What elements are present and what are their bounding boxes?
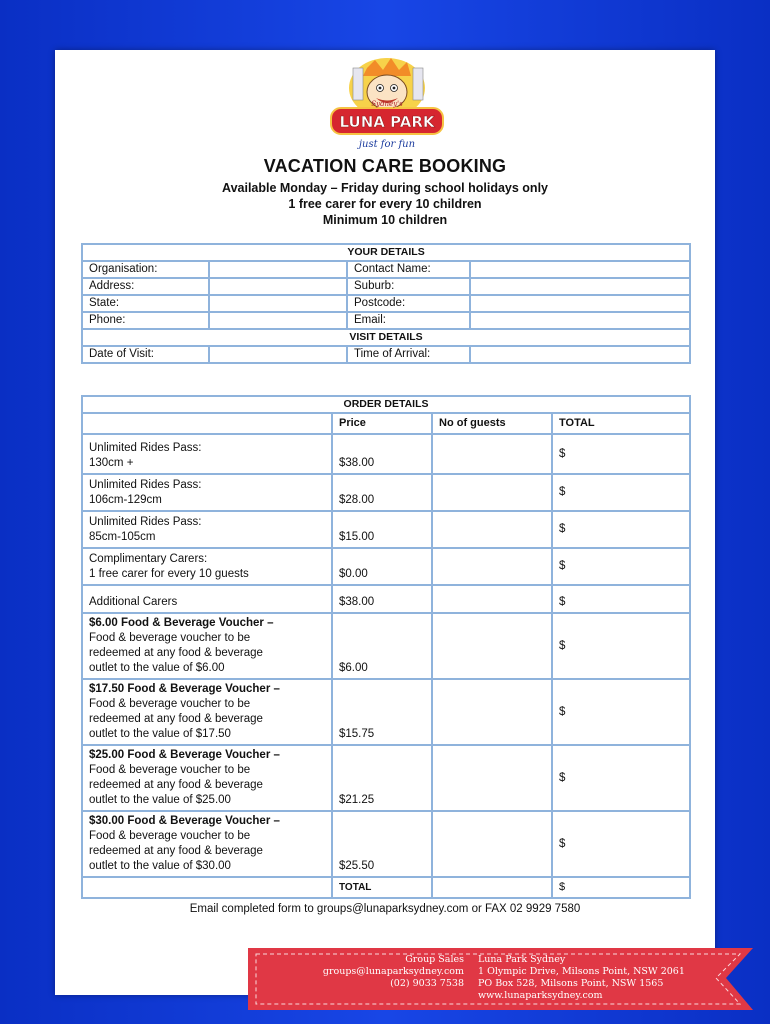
submission-instructions: Email completed form to groups@lunaparksydney.com or FAX 02 9929 7580 xyxy=(189,903,581,915)
phone-label: Phone: xyxy=(82,312,209,329)
guests-field[interactable] xyxy=(432,811,552,877)
address-label: Address: xyxy=(82,278,209,295)
table-row xyxy=(82,679,690,745)
state-field[interactable] xyxy=(209,295,347,312)
time-of-arrival-label: Time of Arrival: xyxy=(347,346,470,363)
guests-field[interactable] xyxy=(432,679,552,745)
voucher-description: $30.00 Food & Beverage Voucher – Food & beverage voucher to be redeemed at any food & beverage outlet to the value of $30.00 xyxy=(82,811,332,877)
table-row xyxy=(82,745,690,811)
organisation-field[interactable] xyxy=(209,261,347,278)
row-total-field[interactable]: $ xyxy=(552,679,690,745)
address-field[interactable] xyxy=(209,278,347,295)
item-price: $25.50 xyxy=(332,811,432,877)
your-details-table xyxy=(81,243,691,364)
time-of-arrival-field[interactable] xyxy=(470,346,690,363)
voucher-description: $17.50 Food & Beverage Voucher – Food & beverage voucher to be redeemed at any food & beverage outlet to the value of $17.50 xyxy=(82,679,332,745)
organisation-label: Organisation: xyxy=(82,261,209,278)
luna-park-logo xyxy=(317,58,457,153)
item-description: Unlimited Rides Pass: 106cm-129cm xyxy=(82,474,332,511)
contact-ribbon xyxy=(248,948,758,1012)
item-description: Complimentary Carers: 1 free carer for every 10 guests xyxy=(82,548,332,585)
item-price: $21.25 xyxy=(332,745,432,811)
table-row xyxy=(82,613,690,679)
minimum-children-subtitle: Minimum 10 children xyxy=(322,213,448,227)
guests-field[interactable] xyxy=(432,745,552,811)
date-of-visit-label: Date of Visit: xyxy=(82,346,209,363)
guests-field[interactable] xyxy=(432,511,552,548)
row-total-field[interactable]: $ xyxy=(552,434,690,474)
grand-total-label: TOTAL xyxy=(332,877,432,898)
email-field[interactable] xyxy=(470,312,690,329)
svg-text:just for fun: just for fun xyxy=(358,139,416,150)
table-row xyxy=(82,434,690,474)
item-description: Additional Carers xyxy=(82,585,332,613)
grand-total-field[interactable]: $ xyxy=(552,877,690,898)
row-total-field[interactable]: $ xyxy=(552,474,690,511)
row-total-field[interactable]: $ xyxy=(552,548,690,585)
guests-field[interactable] xyxy=(432,474,552,511)
suburb-field[interactable] xyxy=(470,278,690,295)
phone-field[interactable] xyxy=(209,312,347,329)
page-title: VACATION CARE BOOKING xyxy=(263,156,507,176)
website-link[interactable]: www.lunaparksydney.com xyxy=(478,990,603,1001)
item-price: $15.00 xyxy=(332,511,432,548)
price-column-header: Price xyxy=(332,413,432,434)
postcode-label: Postcode: xyxy=(347,295,470,312)
table-row xyxy=(82,474,690,511)
carer-ratio-subtitle: 1 free carer for every 10 children xyxy=(288,197,482,211)
contact-name-label: Contact Name: xyxy=(347,261,470,278)
total-row xyxy=(82,877,690,898)
state-label: State: xyxy=(82,295,209,312)
item-price: $0.00 xyxy=(332,548,432,585)
table-row xyxy=(82,811,690,877)
table-row xyxy=(82,511,690,548)
svg-text:Sydney's: Sydney's xyxy=(371,100,403,108)
item-price: $15.75 xyxy=(332,679,432,745)
guests-field[interactable] xyxy=(432,548,552,585)
total-guests-cell xyxy=(432,877,552,898)
row-total-field[interactable]: $ xyxy=(552,613,690,679)
contact-name-field[interactable] xyxy=(470,261,690,278)
order-details-heading: ORDER DETAILS xyxy=(82,396,690,413)
group-sales-info: Group Sales groups@lunaparksydney.com (02) 9033 7538 xyxy=(248,954,464,990)
guests-column-header: No of guests xyxy=(432,413,552,434)
item-description: Unlimited Rides Pass: 85cm-105cm xyxy=(82,511,332,548)
guests-field[interactable] xyxy=(432,434,552,474)
email-label: Email: xyxy=(347,312,470,329)
visit-details-heading: VISIT DETAILS xyxy=(82,329,690,346)
order-header-blank xyxy=(82,413,332,434)
item-price: $28.00 xyxy=(332,474,432,511)
postcode-field[interactable] xyxy=(470,295,690,312)
booking-form-page xyxy=(55,50,715,995)
table-row xyxy=(82,585,690,613)
table-row xyxy=(82,548,690,585)
date-of-visit-field[interactable] xyxy=(209,346,347,363)
total-row-blank xyxy=(82,877,332,898)
item-description: Unlimited Rides Pass: 130cm + xyxy=(82,434,332,474)
voucher-description: $6.00 Food & Beverage Voucher – Food & beverage voucher to be redeemed at any food & beverage outlet to the value of $6.00 xyxy=(82,613,332,679)
address-info: Luna Park Sydney 1 Olympic Drive, Milsons Point, NSW 2061 PO Box 528, Milsons Point, NSW 1565 www.lunaparksydney.com xyxy=(478,954,685,1001)
your-details-heading: YOUR DETAILS xyxy=(82,244,690,261)
item-price: $38.00 xyxy=(332,585,432,613)
order-details-table xyxy=(81,395,691,899)
svg-text:LUNA PARK: LUNA PARK xyxy=(339,113,435,131)
guests-field[interactable] xyxy=(432,613,552,679)
voucher-description: $25.00 Food & Beverage Voucher – Food & beverage voucher to be redeemed at any food & beverage outlet to the value of $25.00 xyxy=(82,745,332,811)
row-total-field[interactable]: $ xyxy=(552,745,690,811)
item-price: $6.00 xyxy=(332,613,432,679)
row-total-field[interactable]: $ xyxy=(552,811,690,877)
group-email-link[interactable]: groups@lunaparksydney.com xyxy=(322,966,464,977)
row-total-field[interactable]: $ xyxy=(552,585,690,613)
suburb-label: Suburb: xyxy=(347,278,470,295)
availability-subtitle: Available Monday – Friday during school holidays only xyxy=(222,181,548,195)
row-total-field[interactable]: $ xyxy=(552,511,690,548)
guests-field[interactable] xyxy=(432,585,552,613)
total-column-header: TOTAL xyxy=(552,413,690,434)
item-price: $38.00 xyxy=(332,434,432,474)
